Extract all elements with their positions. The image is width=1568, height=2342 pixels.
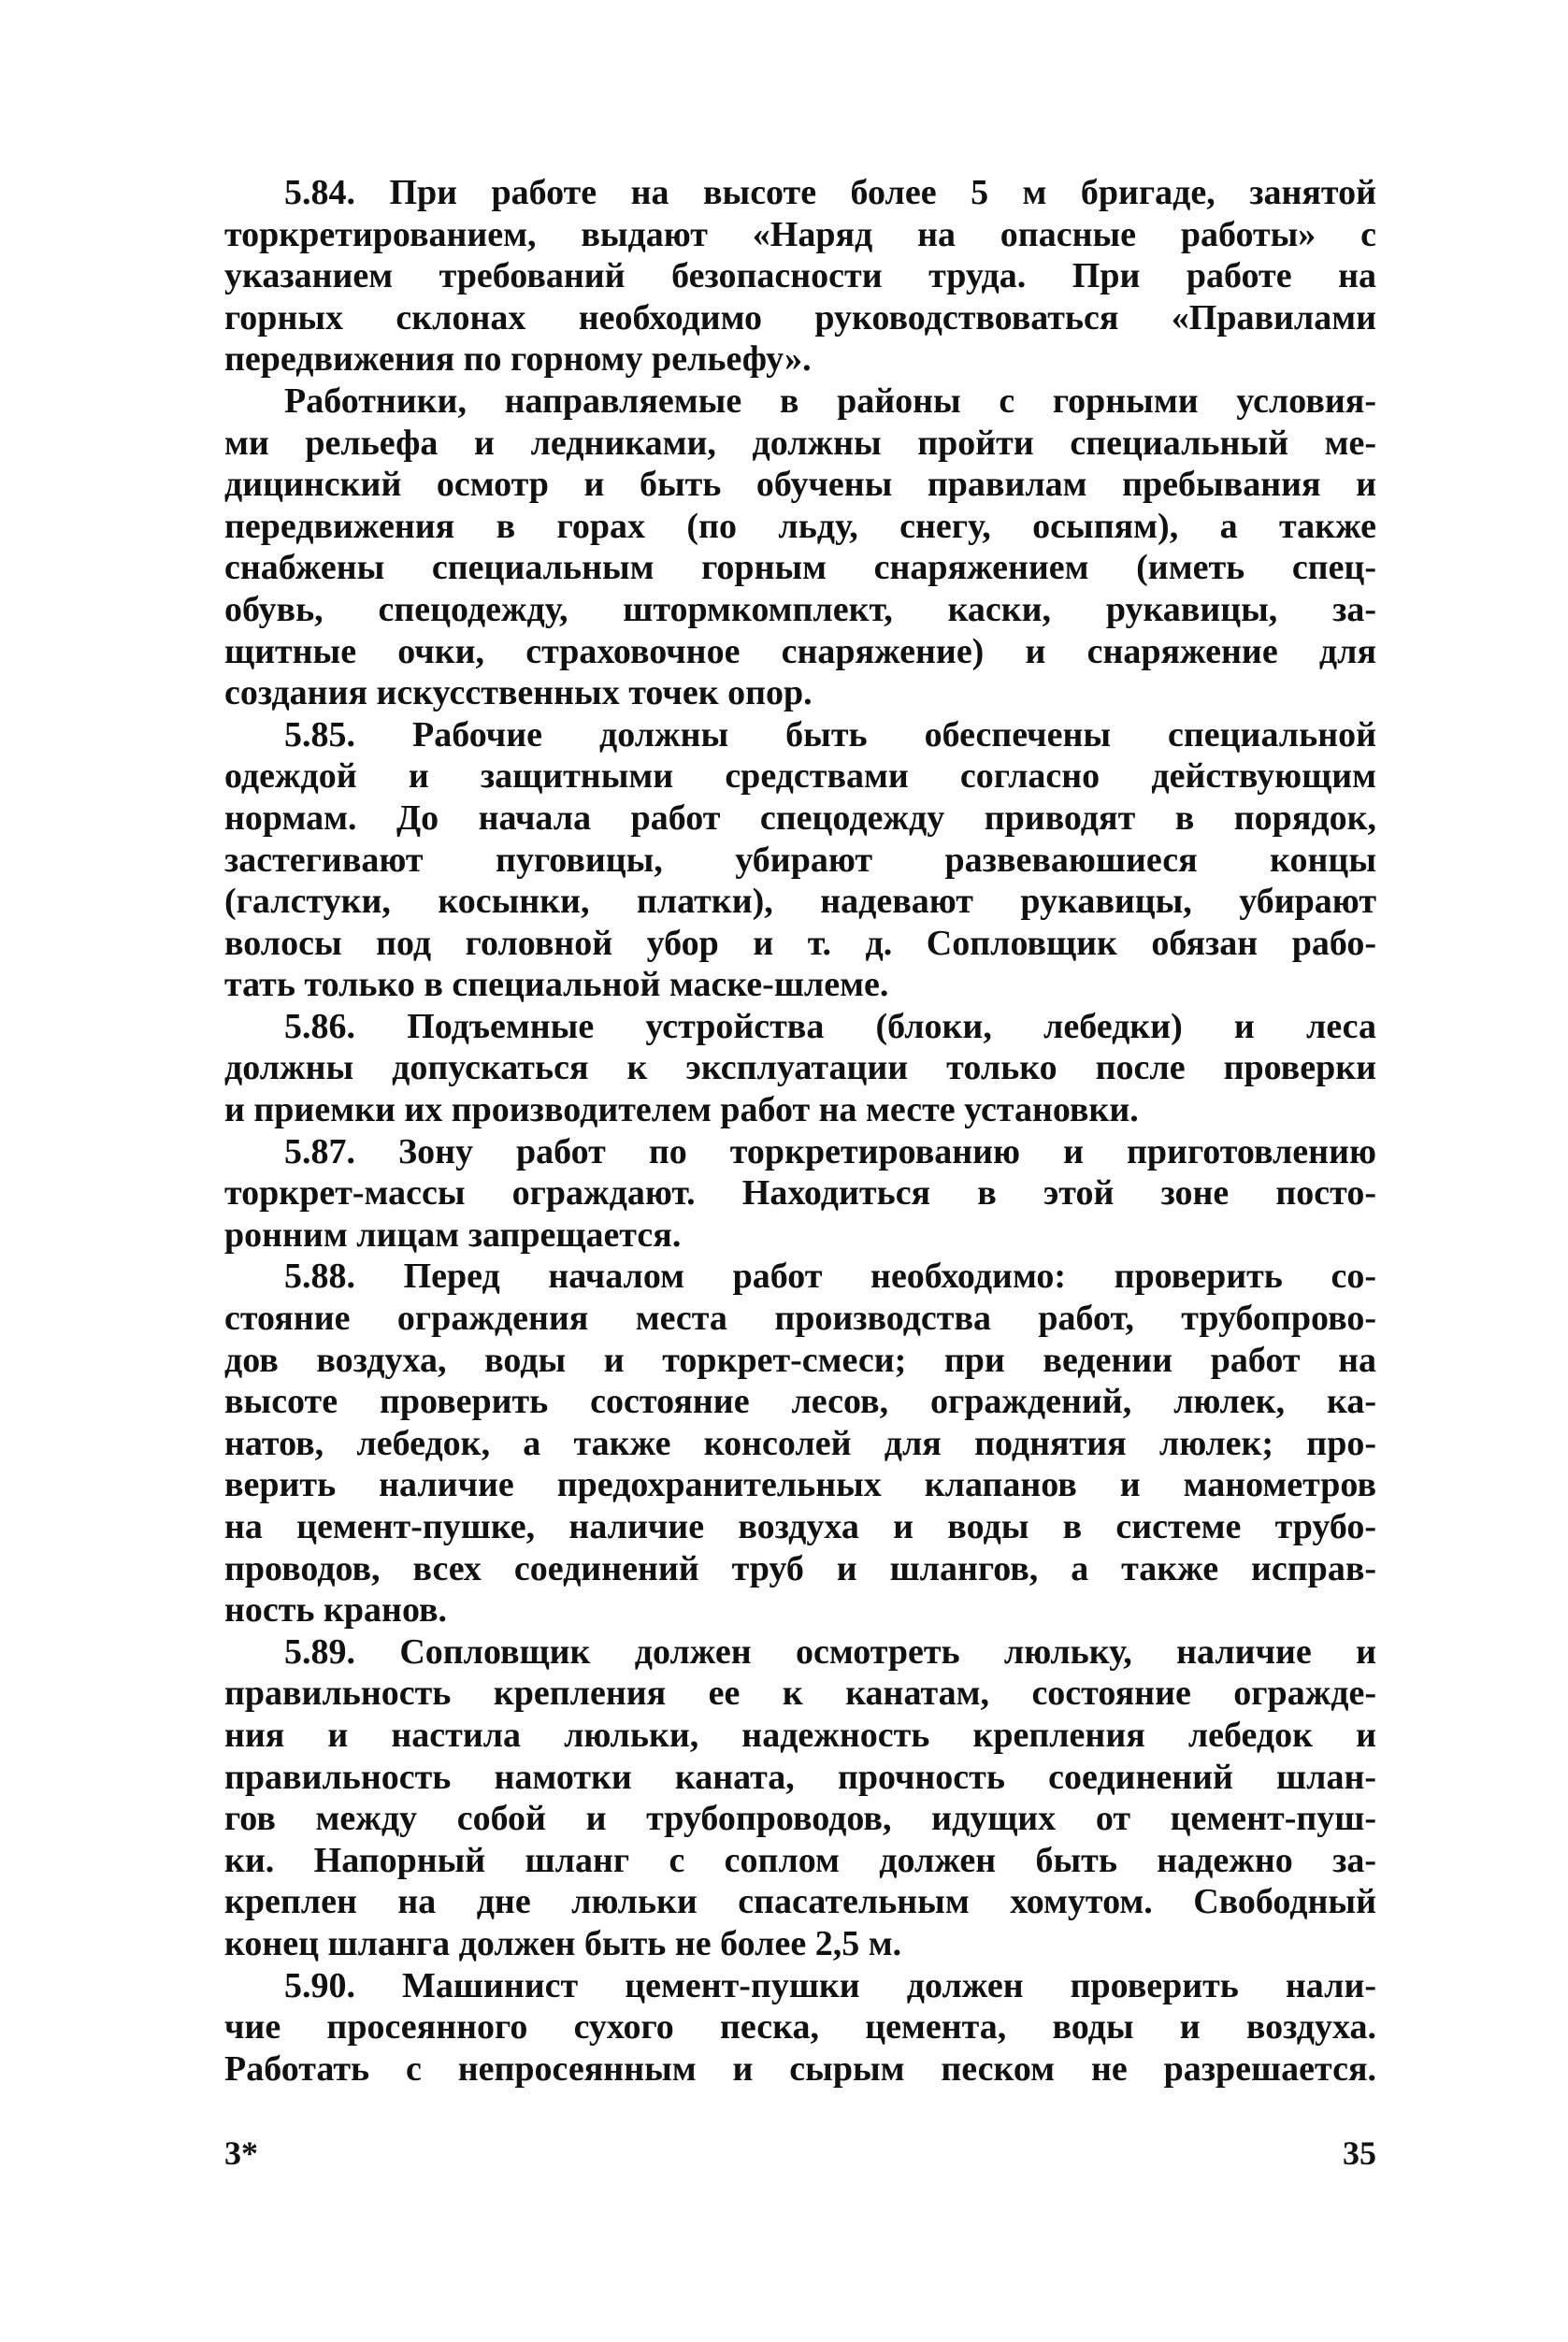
text-line: снабжены специальным горным снаряжением (иметь спец-: [224, 548, 1376, 588]
text-line: торкрет-массы ограждают. Находиться в этой зоне посто-: [224, 1173, 1376, 1214]
text-line: одеждой и защитными средствами согласно действующим: [224, 756, 1376, 797]
text-line: передвижения в горах (по льду, снегу, осыпям), а также: [224, 506, 1376, 546]
text-line: 5.85. Рабочие должны быть обеспечены специальной: [284, 714, 1376, 754]
text-line: нормам. До начала работ спецодежду приводят в порядок,: [224, 797, 1376, 838]
text-line: тать только в специальной маске-шлеме.: [224, 965, 889, 1005]
text-line: горных склонах необходимо руководствоваться «Правилами: [224, 297, 1376, 338]
text-line: 5.88. Перед началом работ необходимо: проверить со-: [284, 1257, 1376, 1297]
text-line: на цемент-пушке, наличие воздуха и воды в системе трубо-: [224, 1507, 1376, 1546]
text-line: волосы под головной убор и т. д. Сопловщик обязан рабо-: [224, 923, 1376, 963]
paragraph: [224, 172, 1376, 381]
text-line: указанием требований безопасности труда. При работе на: [224, 256, 1376, 296]
text-line: высоте проверить состояние лесов, ограждений, люлек, ка-: [224, 1382, 1376, 1422]
text-line: Работать с непросеянным и сырым песком не разрешается.: [224, 2048, 1376, 2089]
text-line: правильность намотки каната, прочность соединений шлан-: [224, 1757, 1376, 1797]
text-line: креплен на дне люльки спасательным хомутом. Свободный: [224, 1882, 1376, 1922]
text-line: и приемки их производителем работ на месте установки.: [224, 1090, 1139, 1130]
text-line: чие просеянного сухого песка, цемента, воды и воздуха.: [224, 2007, 1376, 2047]
text-line: ми рельефа и ледниками, должны пройти специальный ме-: [224, 423, 1376, 463]
text-line: торкретированием, выдают «Наряд на опасные работы» с: [224, 214, 1376, 254]
text-line: 5.90. Машинист цемент-пушки должен проверить нали-: [284, 1965, 1376, 2005]
text-line: конец шланга должен быть не более 2,5 м.: [224, 1923, 902, 1963]
text-line: застегивают пуговицы, убирают развеваюшиеся концы: [224, 840, 1376, 880]
text-line: передвижения по горному рельефу».: [224, 339, 812, 380]
text-line: Работники, направляемые в районы с горными условия-: [284, 381, 1376, 421]
document-body: [224, 172, 1376, 2090]
paragraph: [224, 1965, 1376, 2091]
paragraph: [224, 381, 1376, 714]
text-line: проводов, всех соединений труб и шлангов, а также исправ-: [224, 1548, 1376, 1588]
page-number: 35: [1343, 2134, 1376, 2172]
text-line: стояние ограждения места производства работ, трубопрово-: [224, 1299, 1376, 1339]
text-line: 5.87. Зону работ по торкретированию и приготовлению: [284, 1131, 1376, 1171]
text-line: создания искусственных точек опор.: [224, 673, 813, 713]
text-line: обувь, спецодежду, штормкомплект, каски, рукавицы, за-: [224, 589, 1376, 629]
paragraph: [224, 714, 1376, 1006]
text-line: гов между собой и трубопроводов, идущих от цемент-пуш-: [224, 1799, 1376, 1839]
signature-mark: 3*: [224, 2134, 258, 2172]
text-line: ния и настила люльки, надежность крепления лебедок и: [224, 1715, 1376, 1755]
text-line: ронним лицам запрещается.: [224, 1214, 682, 1255]
text-line: натов, лебедок, а также консолей для поднятия люлек; про-: [224, 1423, 1376, 1463]
text-line: ки. Напорный шланг с соплом должен быть надежно за-: [224, 1840, 1376, 1880]
text-line: (галстуки, косынки, платки), надевают рукавицы, убирают: [224, 882, 1376, 922]
paragraph: [224, 1006, 1376, 1131]
text-line: щитные очки, страховочное снаряжение) и снаряжение для: [224, 631, 1376, 671]
text-line: дов воздуха, воды и торкрет-смеси; при ведении работ на: [224, 1340, 1376, 1380]
text-line: дицинский осмотр и быть обучены правилам пребывания и: [224, 465, 1376, 505]
paragraph: [224, 1631, 1376, 1965]
text-line: должны допускаться к эксплуатации только после проверки: [224, 1048, 1376, 1088]
paragraph: [224, 1131, 1376, 1257]
text-line: верить наличие предохранительных клапанов и манометров: [224, 1465, 1376, 1505]
text-line: правильность крепления ее к канатам, состояние огражде-: [224, 1674, 1376, 1714]
text-line: 5.86. Подъемные устройства (блоки, лебедки) и леса: [284, 1006, 1376, 1046]
text-line: 5.89. Сопловщик должен осмотреть люльку, наличие и: [284, 1631, 1376, 1672]
text-line: ность кранов.: [224, 1590, 448, 1631]
paragraph: [224, 1256, 1376, 1631]
text-line: 5.84. При работе на высоте более 5 м бригаде, занятой: [284, 173, 1376, 212]
